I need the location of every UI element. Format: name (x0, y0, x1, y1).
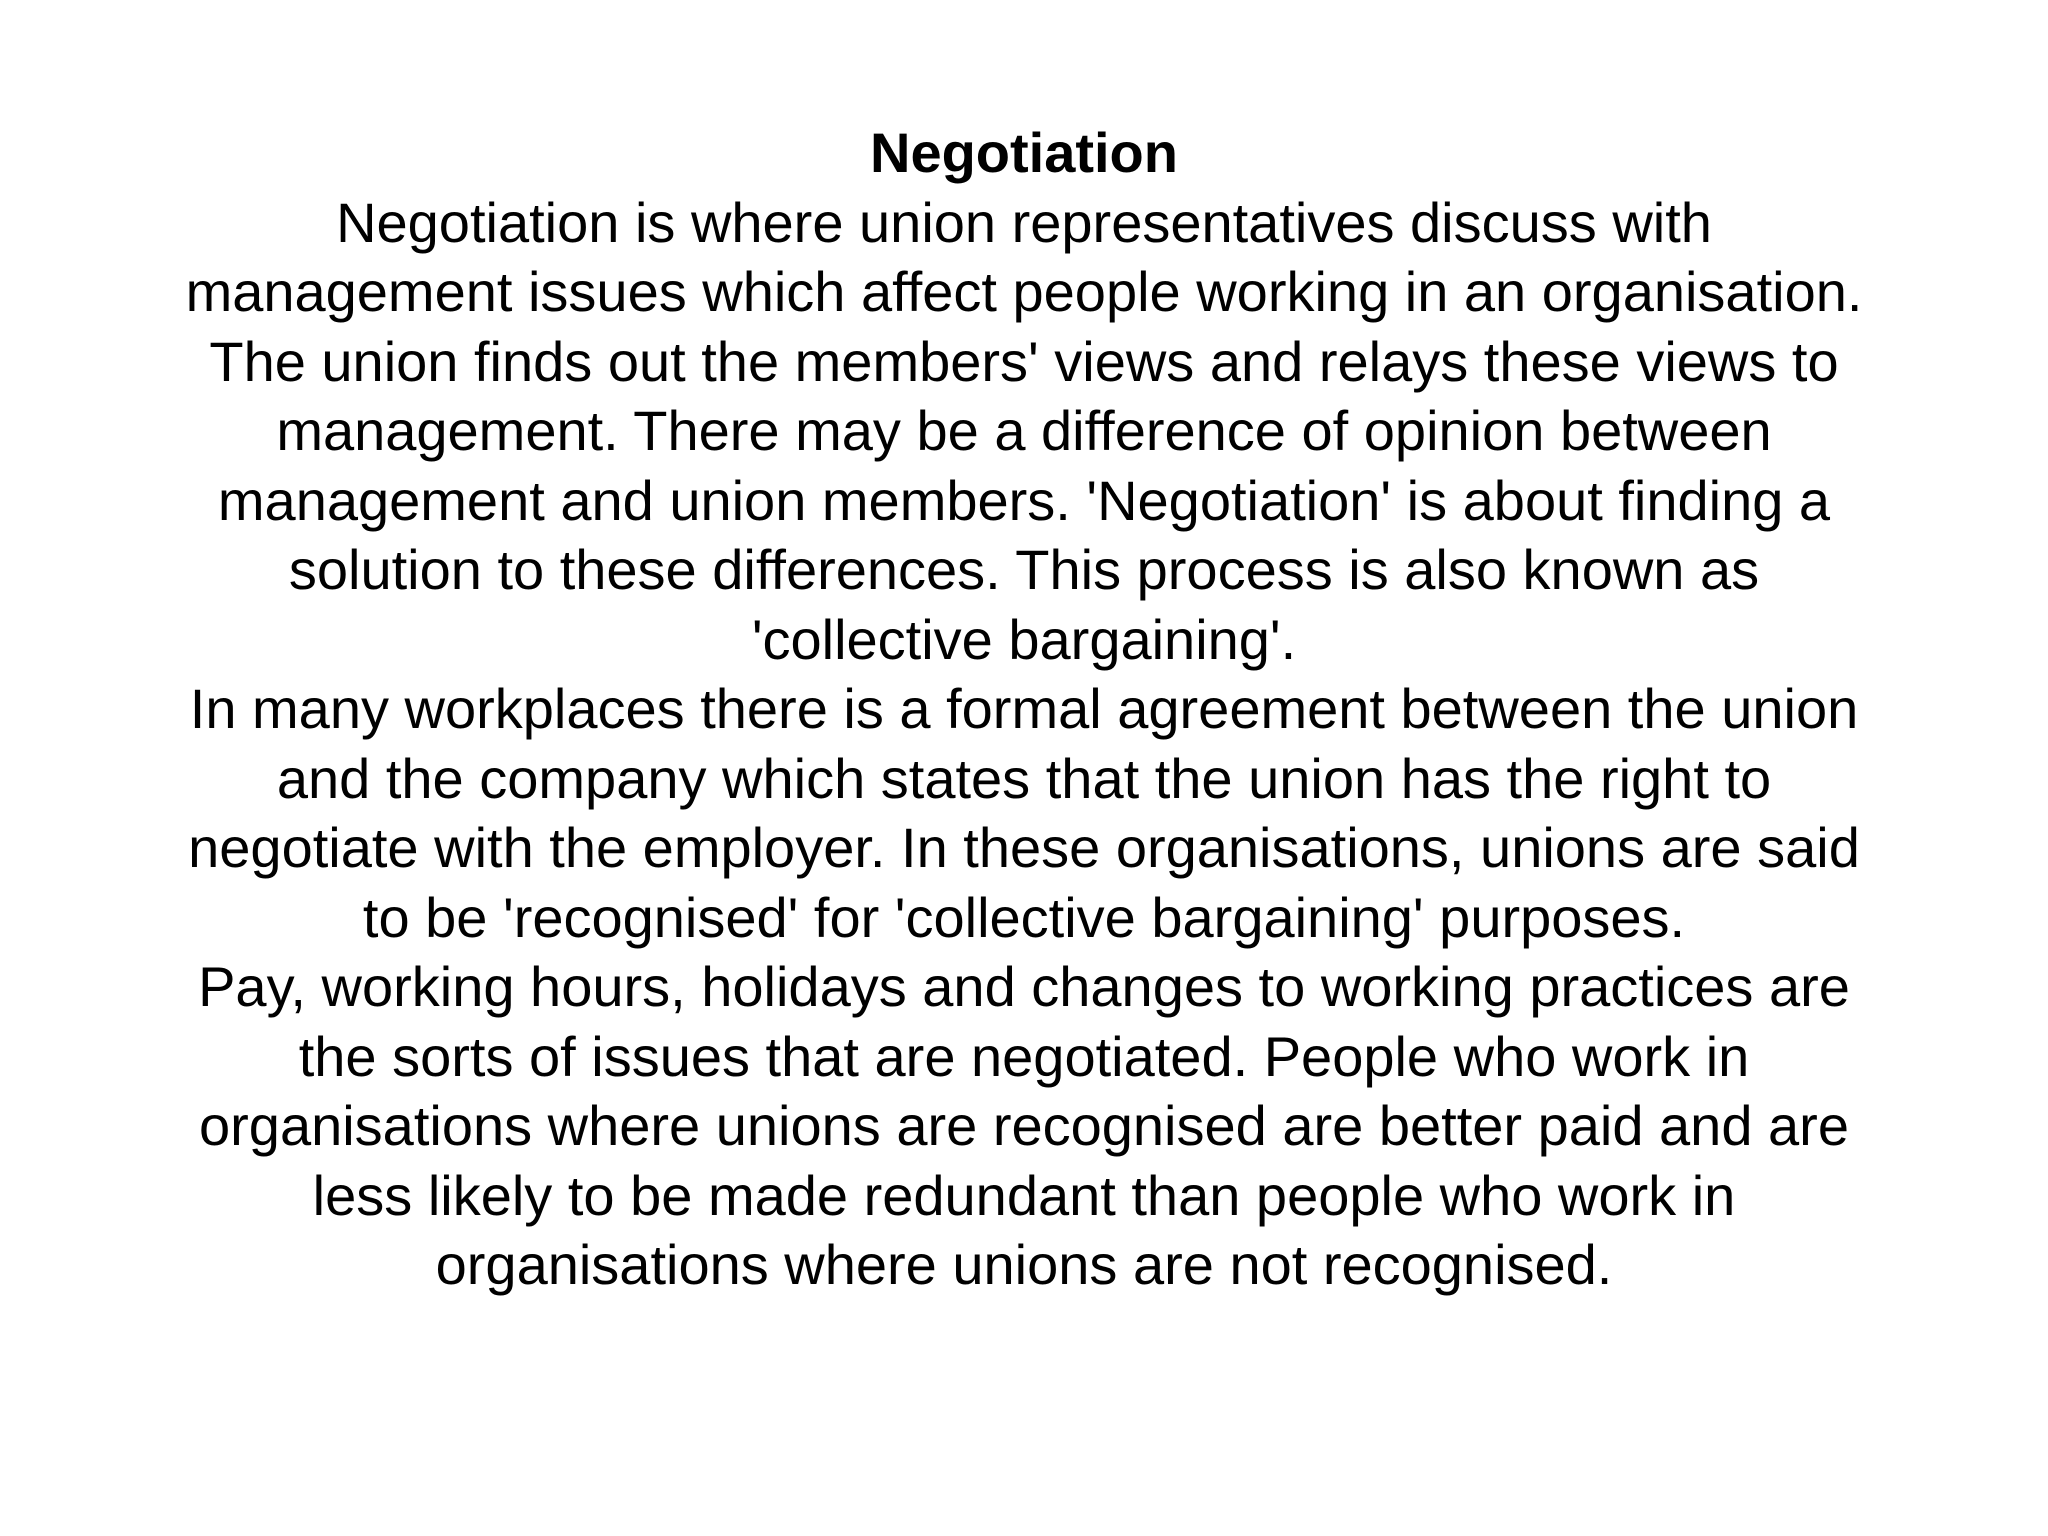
text-line: management and union members. 'Negotiation' is about finding a (217, 468, 1831, 532)
text-line: the sorts of issues that are negotiated. People who work in (298, 1024, 1750, 1088)
text-line: to be 'recognised' for 'collective bargaining' purposes. (362, 885, 1686, 949)
text-line: less likely to be made redundant than people who work in (312, 1163, 1736, 1227)
page-title: Negotiation (870, 121, 1178, 184)
paragraph-definition (130, 188, 1918, 675)
paragraph-issues (130, 952, 1918, 1300)
text-line: The union finds out the members' views and relays these views to (209, 329, 1839, 393)
text-line: Negotiation is where union representatives discuss with (336, 190, 1712, 254)
text-line: In many workplaces there is a formal agreement between the union (189, 677, 1859, 740)
text-line: and the company which states that the union has the right to (276, 746, 1772, 810)
text-line: 'collective bargaining'. (751, 607, 1297, 671)
text-line: management issues which affect people working in an organisation. (185, 260, 1863, 323)
text-line: organisations where unions are recognised are better paid and are (199, 1094, 1849, 1157)
text-line: Pay, working hours, holidays and changes to working practices are (198, 955, 1850, 1018)
text-line: negotiate with the employer. In these organisations, unions are said (188, 816, 1860, 879)
text-line: organisations where unions are not recognised. (435, 1233, 1613, 1296)
text-line: solution to these differences. This process is also known as (288, 538, 1760, 601)
document-body (130, 118, 1918, 1300)
text-line: management. There may be a difference of opinion between (276, 399, 1772, 462)
paragraph-recognition (130, 674, 1918, 952)
